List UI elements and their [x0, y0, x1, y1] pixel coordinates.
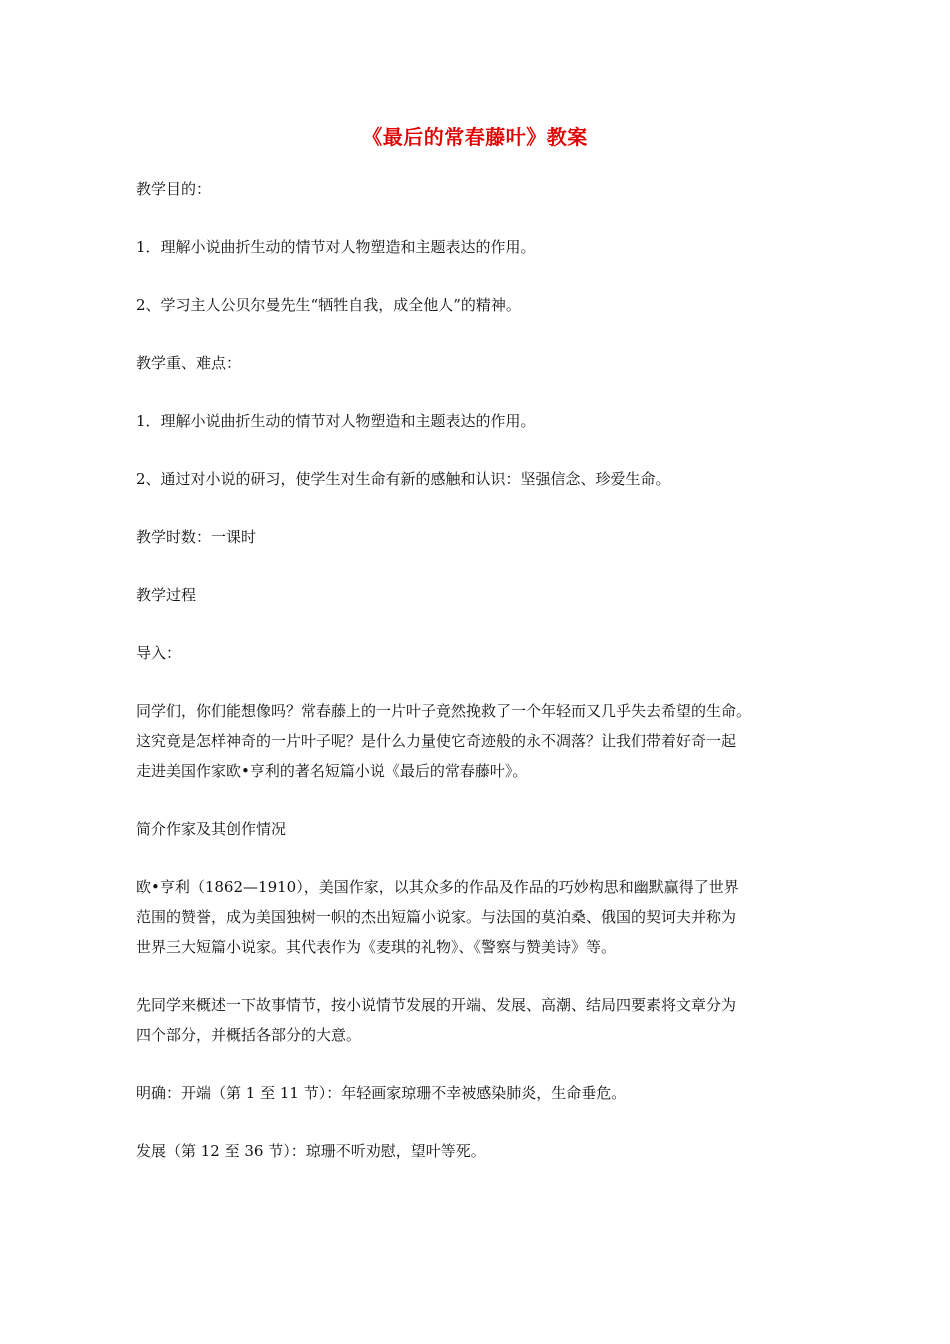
intro-line: 走进美国作家欧•亨利的著名短篇小说《最后的常春藤叶》。: [136, 762, 528, 780]
paragraph-intro: [136, 696, 820, 786]
paragraph-development: 发展（第 12 至 36 节）：琼珊不听劝慰，望叶等死。: [136, 1142, 486, 1160]
paragraph-key-point-2: 2、通过对小说的研习，使学生对生命有新的感触和认识：坚强信念、珍爱生命。: [136, 470, 671, 488]
intro-line: 同学们，你们能想像吗？常春藤上的一片叶子竟然挽救了一个年轻而又几乎失去希望的生命。: [136, 702, 752, 720]
document-title: 《最后的常春藤叶》教案: [362, 125, 588, 149]
author-line: 欧•亨利（1862—1910），美国作家，以其众多的作品及作品的巧妙构思和幽默赢得了世界: [136, 878, 739, 896]
author-line: 世界三大短篇小说家。其代表作为《麦琪的礼物》、《警察与赞美诗》等。: [136, 938, 617, 956]
paragraph-teaching-process: 教学过程: [136, 586, 197, 604]
document-body: [136, 174, 820, 1194]
paragraph-author: [136, 872, 820, 962]
paragraph-intro-heading: 导入：: [136, 644, 182, 662]
paragraph-author-heading: 简介作家及其创作情况: [136, 820, 287, 838]
paragraph-clarify: 明确：开端（第 1 至 11 节）：年轻画家琼珊不幸被感染肺炎，生命垂危。: [136, 1084, 627, 1102]
paragraph-teaching-time: 教学时数：一课时: [136, 528, 257, 546]
paragraph-key-points-heading: 教学重、难点：: [136, 354, 242, 372]
paragraph-plot: [136, 990, 820, 1050]
intro-line: 这究竟是怎样神奇的一片叶子呢？是什么力量使它奇迹般的永不凋落？让我们带着好奇一起: [136, 732, 737, 750]
author-line: 范围的赞誉，成为美国独树一帜的杰出短篇小说家。与法国的莫泊桑、俄国的契诃夫并称为: [136, 908, 737, 926]
plot-line: 先同学来概述一下故事情节，按小说情节发展的开端、发展、高潮、结局四要素将文章分为: [136, 996, 737, 1014]
plot-line: 四个部分，并概括各部分的大意。: [136, 1026, 362, 1044]
paragraph-key-point-1: 1．理解小说曲折生动的情节对人物塑造和主题表达的作用。: [136, 412, 536, 430]
paragraph-teaching-goals-heading: 教学目的：: [136, 180, 212, 198]
paragraph-goal-1: 1．理解小说曲折生动的情节对人物塑造和主题表达的作用。: [136, 238, 536, 256]
paragraph-goal-2: 2、学习主人公贝尔曼先生“牺牲自我，成全他人”的精神。: [136, 296, 521, 314]
